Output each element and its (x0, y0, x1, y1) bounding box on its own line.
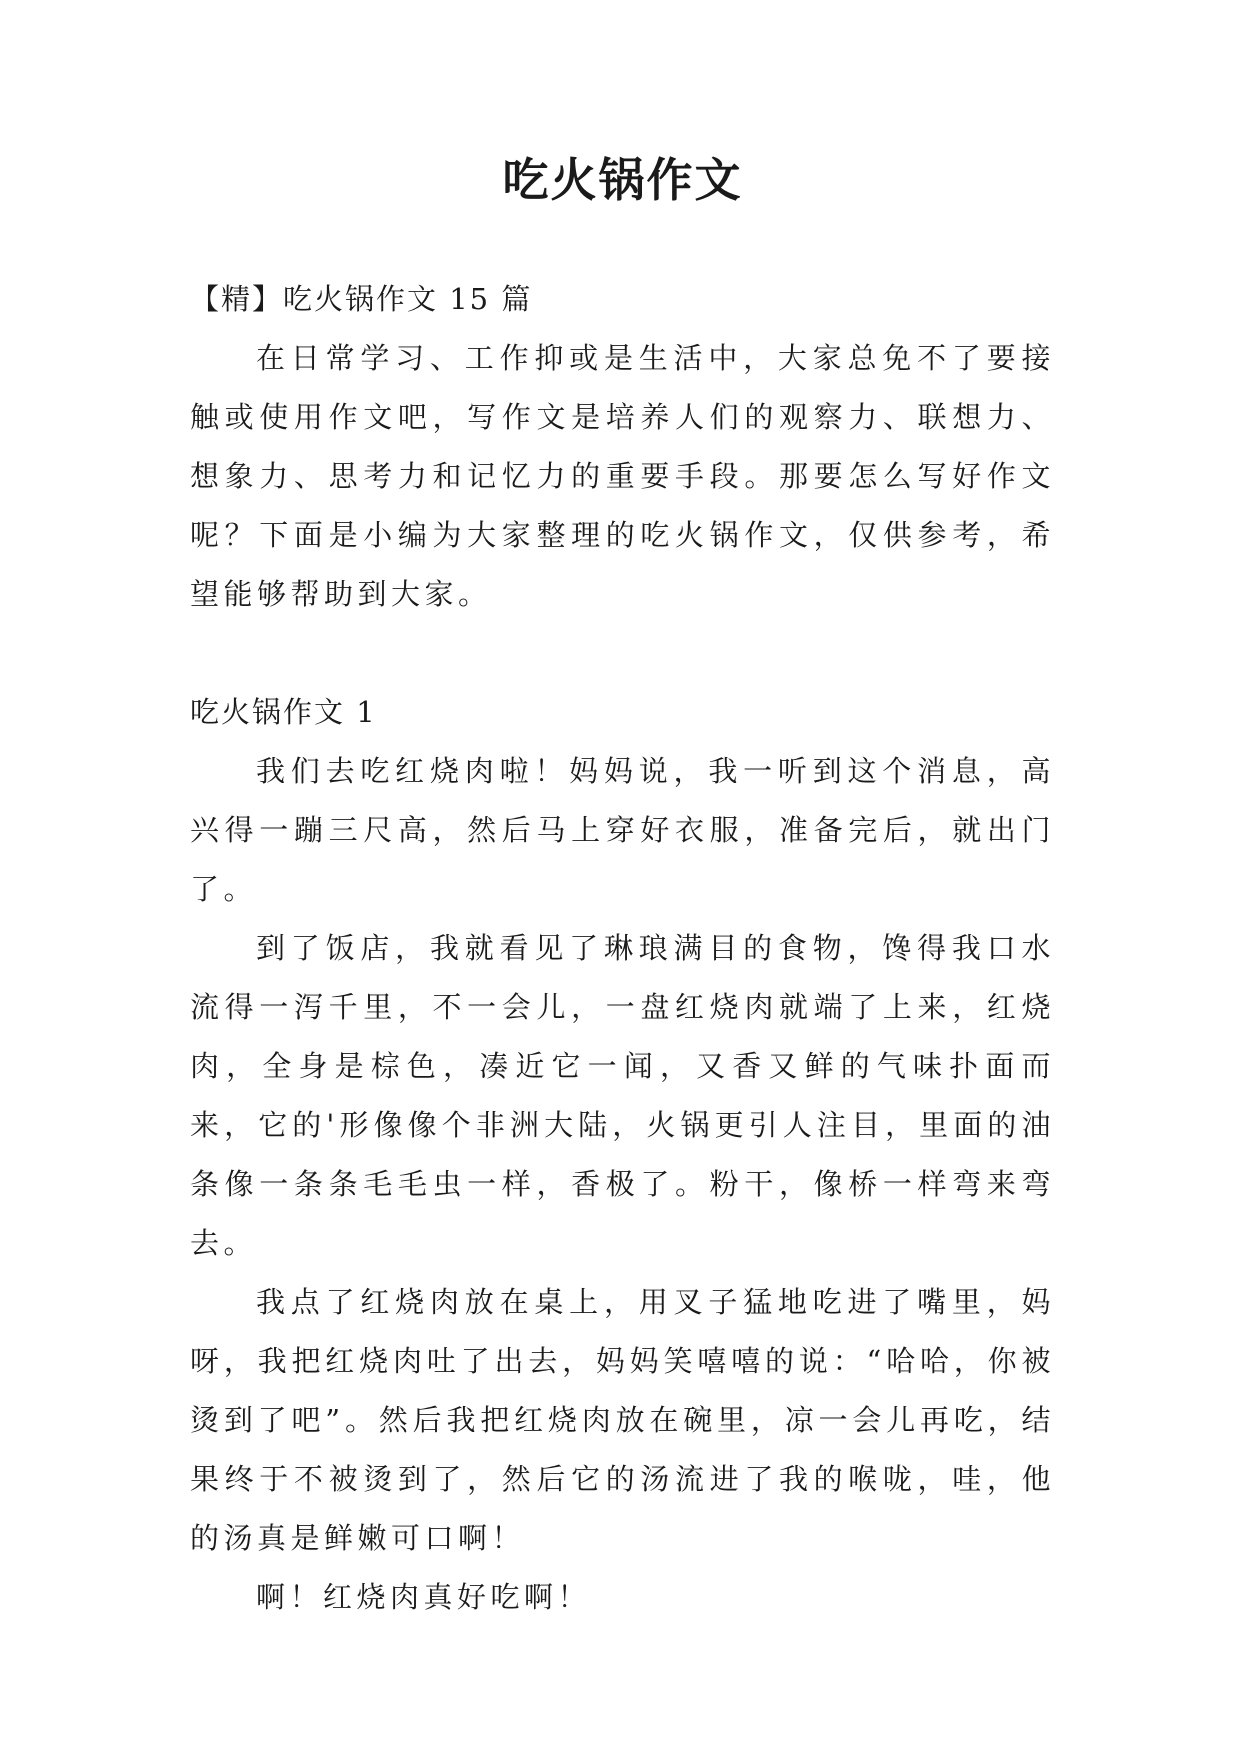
body-paragraph: 我们去吃红烧肉啦！妈妈说，我一听到这个消息，高兴得一蹦三尺高，然后马上穿好衣服，准备完后，就出门了。 (190, 754, 1055, 906)
body-paragraph: 啊！红烧肉真好吃啊！ (256, 1580, 592, 1614)
document-page (190, 150, 1055, 1627)
document-subtitle: 【精】吃火锅作文 15 篇 (190, 282, 533, 316)
body-paragraph: 我点了红烧肉放在桌上，用叉子猛地吃进了嘴里，妈呀，我把红烧肉吐了出去，妈妈笑嘻嘻的说：“哈哈，你被烫到了吧”。然后我把红烧肉放在碗里，凉一会儿再吃，结果终于不被烫到了，然后它的汤流进了我的喉咙，哇，他的汤真是鲜嫩可口啊！ (190, 1285, 1055, 1555)
body-paragraph: 到了饭店，我就看见了琳琅满目的食物，馋得我口水流得一泻千里，不一会儿，一盘红烧肉就端了上来，红烧肉，全身是棕色，凑近它一闻，又香又鲜的气味扑面而来，它的'形像像个非洲大陆，火锅更引人注目，里面的油条像一条条毛毛虫一样，香极了。粉干，像桥一样弯来弯去。 (190, 931, 1055, 1260)
document-title: 吃火锅作文 (502, 153, 743, 207)
section-heading: 吃火锅作文 1 (190, 695, 377, 729)
intro-paragraph: 在日常学习、工作抑或是生活中，大家总免不了要接触或使用作文吧，写作文是培养人们的观察力、联想力、想象力、思考力和记忆力的重要手段。那要怎么写好作文呢？下面是小编为大家整理的吃火锅作文，仅供参考，希望能够帮助到大家。 (190, 341, 1055, 611)
